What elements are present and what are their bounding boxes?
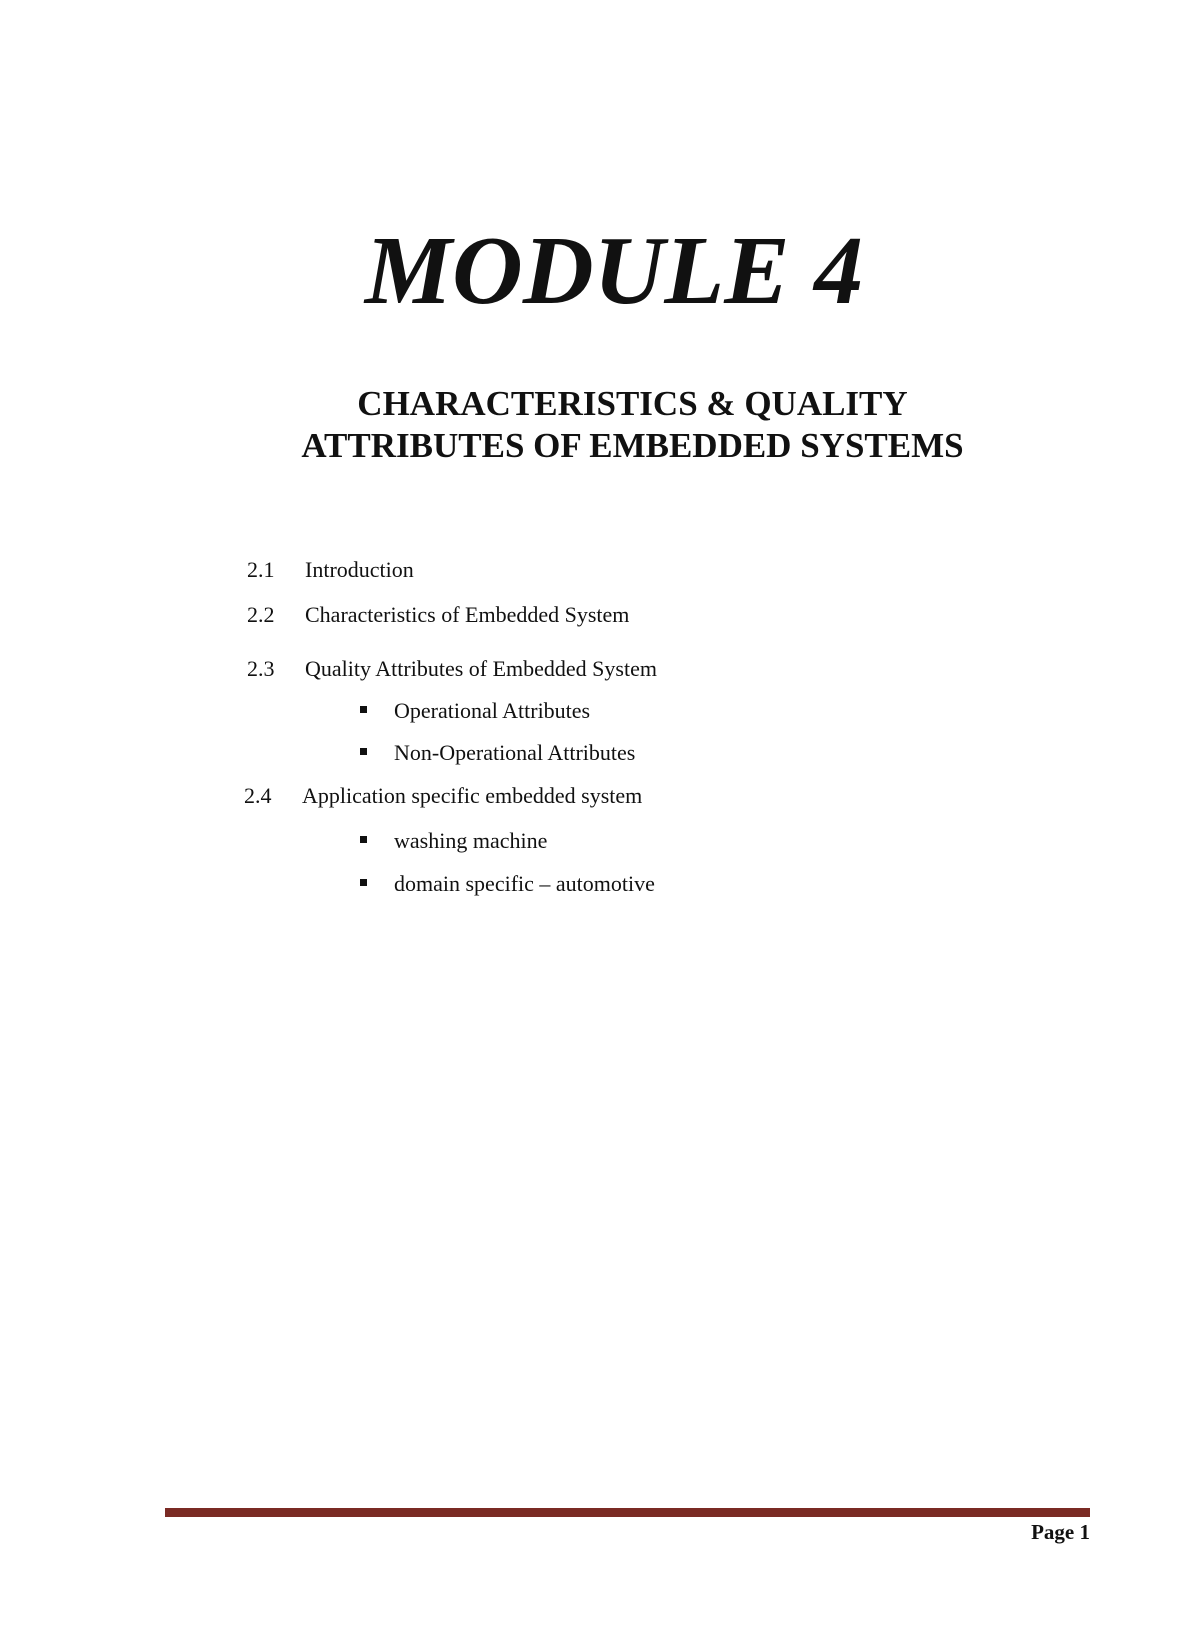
toc-label: Characteristics of Embedded System [305,602,630,627]
subitem-label: washing machine [394,828,548,853]
toc-number: 2.3 [247,656,275,681]
toc-item-2-4 [244,783,642,809]
module-subtitle [0,383,1200,467]
toc-subitem [360,740,635,766]
subtitle-line-2: ATTRIBUTES OF EMBEDDED SYSTEMS [301,426,964,465]
subitem-label: Operational Attributes [394,698,591,723]
page-number: Page 1 [1031,1520,1090,1544]
footer-rule [165,1508,1090,1517]
toc-number: 2.1 [247,557,275,582]
subitem-label: domain specific – automotive [394,871,655,896]
toc-item-2-1 [247,557,414,583]
toc-subitem [360,828,547,854]
toc-item-2-2 [247,602,629,628]
toc-label: Application specific embedded system [302,783,643,808]
toc-item-2-3 [247,656,657,682]
square-bullet-icon [360,836,367,843]
module-title: MODULE 4 [364,217,864,325]
square-bullet-icon [360,879,367,886]
square-bullet-icon [360,748,367,755]
toc-number: 2.4 [244,783,272,808]
toc-label: Quality Attributes of Embedded System [305,656,657,681]
toc-subitem [360,871,655,897]
toc-number: 2.2 [247,602,275,627]
subtitle-line-1: CHARACTERISTICS & QUALITY [357,384,908,423]
toc-label: Introduction [305,557,414,582]
subitem-label: Non-Operational Attributes [394,740,636,765]
square-bullet-icon [360,706,367,713]
toc-subitem [360,698,590,724]
